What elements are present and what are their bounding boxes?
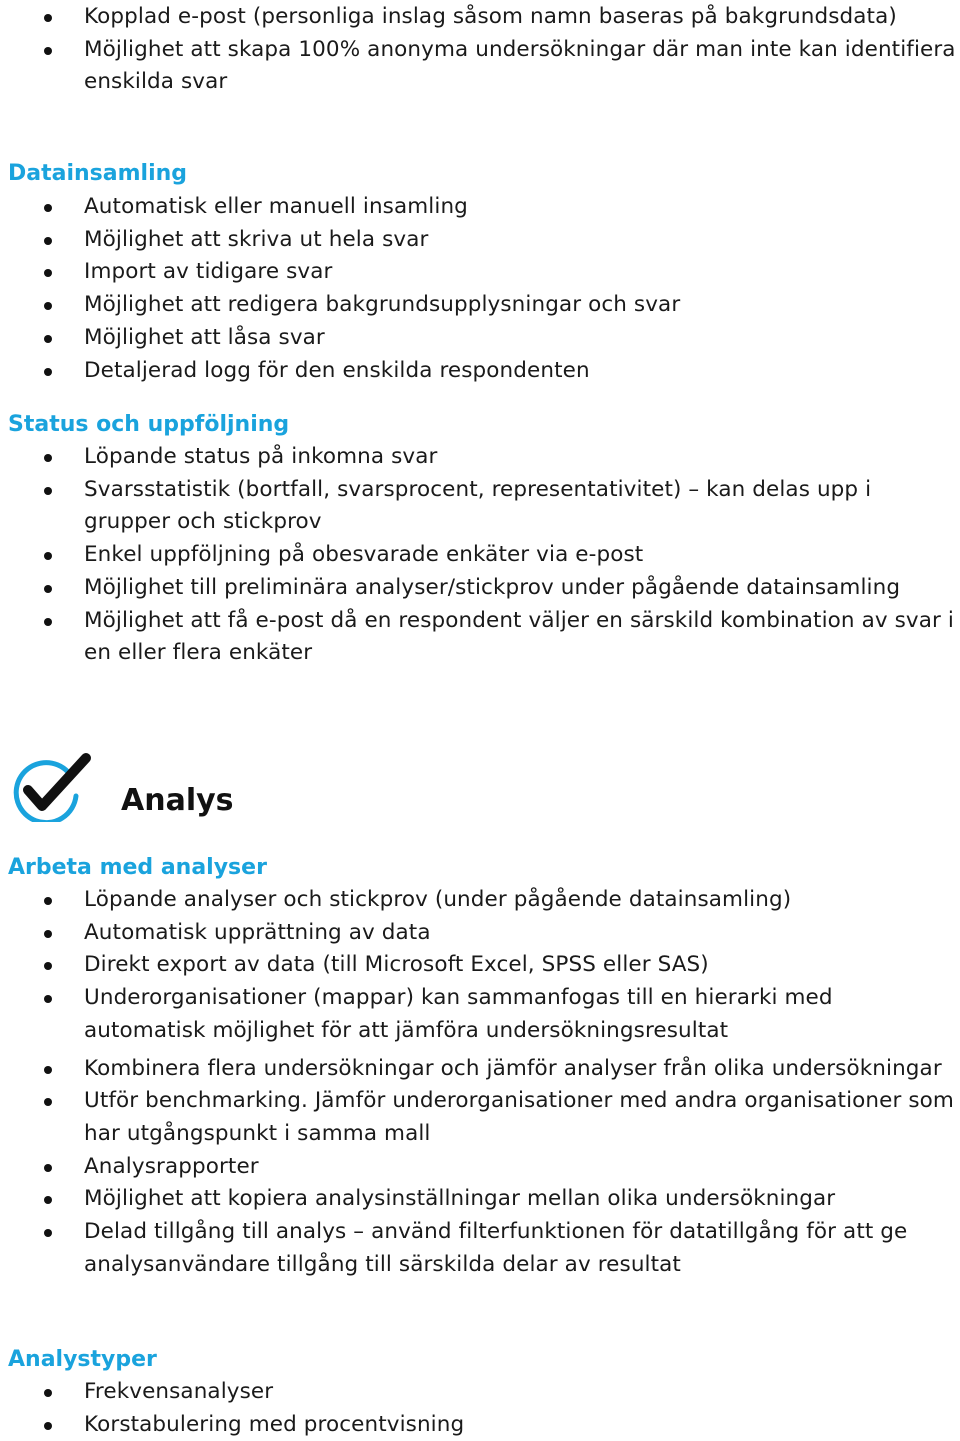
bullet-icon (44, 204, 52, 212)
list-item: Möjlighet till preliminära analyser/stickprov under pågående datainsamling (0, 572, 960, 605)
datainsamling-list (0, 191, 960, 387)
list-item: Löpande analyser och stickprov (under pågående datainsamling) (0, 884, 960, 917)
bullet-icon (44, 1066, 52, 1074)
list-item: Direkt export av data (till Microsoft Excel, SPSS eller SAS) (0, 949, 960, 982)
list-item: Analysrapporter (0, 1151, 960, 1184)
bullet-icon (44, 302, 52, 310)
bullet-icon (44, 1164, 52, 1172)
list-item: Möjlighet att skapa 100% anonyma undersökningar där man inte kan identifiera enskilda svar (0, 34, 960, 99)
checkmark-circle-icon (6, 752, 92, 822)
bullet-icon (44, 995, 52, 1003)
analystyper-list (0, 1376, 960, 1441)
status-list (0, 441, 960, 670)
list-item: Detaljerad logg för den enskilda respondenten (0, 355, 960, 388)
list-item: Möjlighet att kopiera analysinställningar mellan olika undersökningar (0, 1183, 960, 1216)
section-heading-arbeta: Arbeta med analyser (8, 855, 267, 880)
list-item: Automatisk upprättning av data (0, 917, 960, 950)
bullet-icon (44, 487, 52, 495)
bullet-icon (44, 962, 52, 970)
list-item: Underorganisationer (mappar) kan sammanfogas till en hierarki med automatisk möjlighet för att jämföra undersökningsresultat (0, 982, 960, 1047)
bullet-icon (44, 368, 52, 376)
intro-list (0, 1, 960, 99)
list-item: Svarsstatistik (bortfall, svarsprocent, representativitet) – kan delas upp i grupper och stickprov (0, 474, 960, 539)
section-heading-analystyper: Analystyper (8, 1347, 157, 1372)
bullet-icon (44, 335, 52, 343)
list-item: Möjlighet att redigera bakgrundsupplysningar och svar (0, 289, 960, 322)
bullet-icon (44, 1196, 52, 1204)
bullet-icon (44, 1229, 52, 1237)
list-item: Kopplad e-post (personliga inslag såsom namn baseras på bakgrundsdata) (0, 1, 960, 34)
bullet-icon (44, 237, 52, 245)
bullet-icon (44, 897, 52, 905)
bullet-icon (44, 618, 52, 626)
bullet-icon (44, 47, 52, 55)
list-item: Enkel uppföljning på obesvarade enkäter via e-post (0, 539, 960, 572)
list-item: Frekvensanalyser (0, 1376, 960, 1409)
section-heading-status: Status och uppföljning (8, 412, 290, 437)
bullet-icon (44, 454, 52, 462)
bullet-icon (44, 552, 52, 560)
list-item: Automatisk eller manuell insamling (0, 191, 960, 224)
list-item: Möjlighet att få e-post då en respondent väljer en särskild kombination av svar i en eller flera enkäter (0, 605, 960, 670)
bullet-icon (44, 1098, 52, 1106)
list-item: Möjlighet att skriva ut hela svar (0, 224, 960, 257)
list-item: Kombinera flera undersökningar och jämför analyser från olika undersökningar (0, 1053, 960, 1086)
bullet-icon (44, 1422, 52, 1430)
list-item: Delad tillgång till analys – använd filterfunktionen för datatillgång för att ge analysanvändare tillgång till särskilda delar av resultat (0, 1216, 960, 1281)
section-heading-datainsamling: Datainsamling (8, 161, 188, 186)
list-item: Löpande status på inkomna svar (0, 441, 960, 474)
bullet-icon (44, 269, 52, 277)
arbeta-list (0, 884, 960, 1281)
bullet-icon (44, 930, 52, 938)
list-item: Korstabulering med procentvisning (0, 1409, 960, 1441)
bullet-icon (44, 14, 52, 22)
list-item: Möjlighet att låsa svar (0, 322, 960, 355)
page-section-title: Analys (121, 783, 234, 818)
bullet-icon (44, 585, 52, 593)
list-item: Import av tidigare svar (0, 256, 960, 289)
list-item: Utför benchmarking. Jämför underorganisationer med andra organisationer som har utgångspunkt i samma mall (0, 1085, 960, 1150)
bullet-icon (44, 1389, 52, 1397)
